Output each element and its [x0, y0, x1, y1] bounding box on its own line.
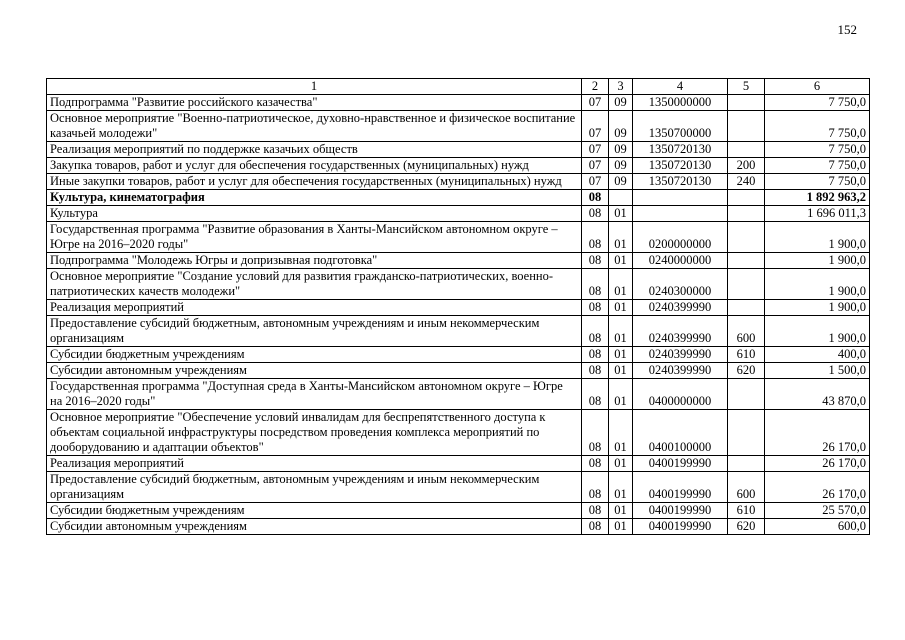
subsection-code-cell: 01 — [609, 456, 633, 472]
column-header: 6 — [765, 79, 870, 95]
subsection-code-cell: 01 — [609, 269, 633, 300]
row-name-cell: Субсидии бюджетным учреждениям — [47, 503, 582, 519]
amount-cell: 7 750,0 — [765, 95, 870, 111]
table-row — [47, 174, 870, 190]
table-row — [47, 472, 870, 503]
expense-type-cell — [728, 190, 765, 206]
expense-type-cell: 610 — [728, 347, 765, 363]
row-name-cell: Иные закупки товаров, работ и услуг для обеспечения государственных (муниципальных) нужд — [47, 174, 582, 190]
amount-cell: 1 500,0 — [765, 363, 870, 379]
amount-cell: 25 570,0 — [765, 503, 870, 519]
target-article-cell: 1350720130 — [633, 142, 728, 158]
section-code-cell: 08 — [582, 519, 609, 535]
amount-cell: 1 900,0 — [765, 269, 870, 300]
row-name-cell: Государственная программа "Доступная среда в Ханты-Мансийском автономном округе – Югре на 2016–2020 годы" — [47, 379, 582, 410]
subsection-code-cell: 01 — [609, 347, 633, 363]
expense-type-cell — [728, 253, 765, 269]
table-row — [47, 269, 870, 300]
section-code-cell: 07 — [582, 111, 609, 142]
column-header: 3 — [609, 79, 633, 95]
table-row — [47, 300, 870, 316]
expense-type-cell: 600 — [728, 316, 765, 347]
target-article-cell: 1350700000 — [633, 111, 728, 142]
expense-type-cell: 200 — [728, 158, 765, 174]
target-article-cell: 0400000000 — [633, 379, 728, 410]
table-row — [47, 363, 870, 379]
expense-type-cell — [728, 300, 765, 316]
section-code-cell: 07 — [582, 95, 609, 111]
target-article-cell: 1350720130 — [633, 158, 728, 174]
column-header: 1 — [47, 79, 582, 95]
table-row — [47, 222, 870, 253]
row-name-cell: Реализация мероприятий — [47, 456, 582, 472]
target-article-cell: 0400199990 — [633, 472, 728, 503]
row-name-cell: Основное мероприятие "Создание условий для развития гражданско-патриотических, военно-патриотических качеств молодежи" — [47, 269, 582, 300]
row-name-cell: Предоставление субсидий бюджетным, автономным учреждениям и иным некоммерческим организациям — [47, 316, 582, 347]
expense-type-cell: 610 — [728, 503, 765, 519]
section-code-cell: 08 — [582, 300, 609, 316]
table-row — [47, 111, 870, 142]
target-article-cell — [633, 206, 728, 222]
subsection-code-cell: 01 — [609, 253, 633, 269]
subsection-code-cell: 01 — [609, 316, 633, 347]
amount-cell: 26 170,0 — [765, 472, 870, 503]
amount-cell: 1 696 011,3 — [765, 206, 870, 222]
section-code-cell: 08 — [582, 253, 609, 269]
table-row — [47, 410, 870, 456]
table-row — [47, 456, 870, 472]
subsection-code-cell: 01 — [609, 410, 633, 456]
row-name-cell: Предоставление субсидий бюджетным, автономным учреждениям и иным некоммерческим организациям — [47, 472, 582, 503]
amount-cell: 43 870,0 — [765, 379, 870, 410]
row-name-cell: Культура, кинематография — [47, 190, 582, 206]
expense-type-cell — [728, 222, 765, 253]
subsection-code-cell: 09 — [609, 95, 633, 111]
table-row — [47, 347, 870, 363]
expense-type-cell — [728, 111, 765, 142]
section-code-cell: 08 — [582, 222, 609, 253]
table-row — [47, 253, 870, 269]
expense-type-cell — [728, 95, 765, 111]
table-body — [47, 95, 870, 535]
target-article-cell: 0200000000 — [633, 222, 728, 253]
table-row — [47, 190, 870, 206]
column-header: 5 — [728, 79, 765, 95]
amount-cell: 1 900,0 — [765, 316, 870, 347]
subsection-code-cell: 01 — [609, 472, 633, 503]
subsection-code-cell: 01 — [609, 300, 633, 316]
target-article-cell: 0240399990 — [633, 363, 728, 379]
table-header-row — [47, 79, 870, 95]
target-article-cell: 0240300000 — [633, 269, 728, 300]
target-article-cell — [633, 190, 728, 206]
subsection-code-cell: 01 — [609, 363, 633, 379]
target-article-cell: 0240000000 — [633, 253, 728, 269]
table-row — [47, 206, 870, 222]
expense-type-cell: 620 — [728, 363, 765, 379]
amount-cell: 7 750,0 — [765, 158, 870, 174]
amount-cell: 7 750,0 — [765, 174, 870, 190]
expense-type-cell: 240 — [728, 174, 765, 190]
table-row — [47, 379, 870, 410]
table-row — [47, 142, 870, 158]
expense-type-cell — [728, 142, 765, 158]
target-article-cell: 0400199990 — [633, 519, 728, 535]
section-code-cell: 08 — [582, 472, 609, 503]
target-article-cell: 0240399990 — [633, 316, 728, 347]
subsection-code-cell: 01 — [609, 519, 633, 535]
amount-cell: 7 750,0 — [765, 111, 870, 142]
table-row — [47, 95, 870, 111]
subsection-code-cell: 09 — [609, 158, 633, 174]
expense-type-cell — [728, 269, 765, 300]
column-header: 2 — [582, 79, 609, 95]
expense-type-cell: 600 — [728, 472, 765, 503]
section-code-cell: 08 — [582, 379, 609, 410]
row-name-cell: Подпрограмма "Молодежь Югры и допризывная подготовка" — [47, 253, 582, 269]
section-code-cell: 07 — [582, 174, 609, 190]
row-name-cell: Реализация мероприятий по поддержке казачьих обществ — [47, 142, 582, 158]
table-row — [47, 316, 870, 347]
amount-cell: 26 170,0 — [765, 410, 870, 456]
section-code-cell: 08 — [582, 347, 609, 363]
expense-type-cell — [728, 379, 765, 410]
expense-type-cell — [728, 410, 765, 456]
row-name-cell: Субсидии автономным учреждениям — [47, 363, 582, 379]
amount-cell: 400,0 — [765, 347, 870, 363]
amount-cell: 7 750,0 — [765, 142, 870, 158]
target-article-cell: 0240399990 — [633, 300, 728, 316]
row-name-cell: Подпрограмма "Развитие российского казачества" — [47, 95, 582, 111]
subsection-code-cell: 09 — [609, 174, 633, 190]
amount-cell: 26 170,0 — [765, 456, 870, 472]
section-code-cell: 08 — [582, 206, 609, 222]
target-article-cell: 0400100000 — [633, 410, 728, 456]
target-article-cell: 0240399990 — [633, 347, 728, 363]
subsection-code-cell: 09 — [609, 142, 633, 158]
row-name-cell: Государственная программа "Развитие образования в Ханты-Мансийском автономном округе – Югре на 2016–2020 годы" — [47, 222, 582, 253]
amount-cell: 1 900,0 — [765, 300, 870, 316]
subsection-code-cell: 09 — [609, 111, 633, 142]
section-code-cell: 07 — [582, 158, 609, 174]
amount-cell: 600,0 — [765, 519, 870, 535]
subsection-code-cell: 01 — [609, 379, 633, 410]
table-row — [47, 158, 870, 174]
expense-type-cell — [728, 206, 765, 222]
budget-table — [46, 78, 870, 535]
row-name-cell: Основное мероприятие "Обеспечение условий инвалидам для беспрепятственного доступа к объектам социальной инфраструктуры посредством проведения комплекса мероприятий по дооборудованию и адаптации объектов" — [47, 410, 582, 456]
target-article-cell: 0400199990 — [633, 456, 728, 472]
amount-cell: 1 900,0 — [765, 253, 870, 269]
subsection-code-cell — [609, 190, 633, 206]
row-name-cell: Культура — [47, 206, 582, 222]
section-code-cell: 08 — [582, 503, 609, 519]
section-code-cell: 08 — [582, 269, 609, 300]
section-code-cell: 08 — [582, 410, 609, 456]
page-number: 152 — [837, 22, 857, 37]
amount-cell: 1 900,0 — [765, 222, 870, 253]
section-code-cell: 08 — [582, 190, 609, 206]
column-header: 4 — [633, 79, 728, 95]
expense-type-cell: 620 — [728, 519, 765, 535]
section-code-cell: 08 — [582, 456, 609, 472]
row-name-cell: Закупка товаров, работ и услуг для обеспечения государственных (муниципальных) нужд — [47, 158, 582, 174]
section-code-cell: 07 — [582, 142, 609, 158]
amount-cell: 1 892 963,2 — [765, 190, 870, 206]
subsection-code-cell: 01 — [609, 503, 633, 519]
row-name-cell: Основное мероприятие "Военно-патриотическое, духовно-нравственное и физическое воспитание казачьей молодежи" — [47, 111, 582, 142]
target-article-cell: 0400199990 — [633, 503, 728, 519]
row-name-cell: Субсидии автономным учреждениям — [47, 519, 582, 535]
subsection-code-cell: 01 — [609, 206, 633, 222]
section-code-cell: 08 — [582, 363, 609, 379]
expense-type-cell — [728, 456, 765, 472]
table-row — [47, 519, 870, 535]
row-name-cell: Реализация мероприятий — [47, 300, 582, 316]
row-name-cell: Субсидии бюджетным учреждениям — [47, 347, 582, 363]
table-row — [47, 503, 870, 519]
target-article-cell: 1350000000 — [633, 95, 728, 111]
subsection-code-cell: 01 — [609, 222, 633, 253]
target-article-cell: 1350720130 — [633, 174, 728, 190]
section-code-cell: 08 — [582, 316, 609, 347]
